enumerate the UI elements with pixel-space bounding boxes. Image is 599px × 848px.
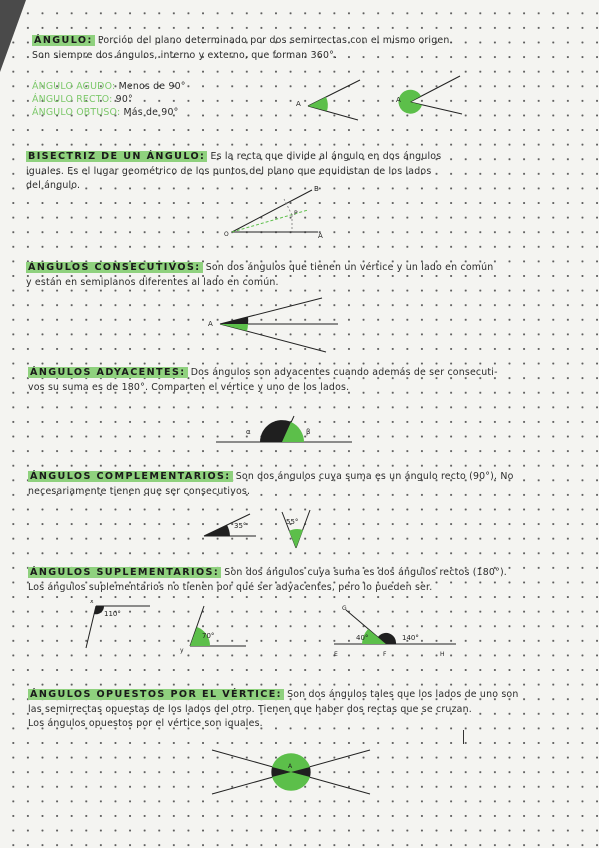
sup70-vertex-label: y — [180, 647, 184, 654]
consecutivos-ray-1 — [220, 298, 322, 324]
sup110-vertex-label: x — [90, 600, 94, 605]
angle2-label: A — [396, 96, 401, 104]
adyacentes-line-2: vos su suma es de 180°. Comparten el vértice y uno de los lados. — [28, 381, 350, 393]
sup-label-e: E — [334, 651, 338, 658]
consecutivos-line-1: Son dos ángulos que tienen un vértice y un lado en común — [205, 262, 494, 273]
bisectriz-line-3: del ángulo. — [26, 180, 81, 192]
adyacentes-figure — [212, 410, 356, 450]
consecutivos-line-2: y están en semiplanos diferentes al lado en común. — [26, 276, 279, 288]
complementarios-line-2: necesariamente tienen que ser consecutivos. — [28, 485, 251, 497]
sup-label-g: G — [342, 605, 347, 612]
sup-label-h: H — [440, 651, 445, 658]
section-adyacentes — [28, 366, 588, 395]
adyacentes-label-alpha: α — [246, 428, 251, 436]
angulo-figures — [290, 70, 480, 140]
angle2-ray-top — [410, 76, 460, 102]
complementarios-line-1: Son dos ángulos cuya suma es un ángulo recto (90°). No — [235, 471, 514, 482]
type-obtuso-name: ÁNGULO OBTUSO: — [32, 107, 121, 118]
heading-adyacentes: ÁNGULOS ADYACENTES: — [30, 367, 186, 378]
bisectriz-label-o: O — [224, 231, 229, 238]
heading-angulo: ÁNGULO: — [34, 35, 93, 46]
opuestos-label-a: A — [288, 763, 293, 770]
comp55-label: 55° — [286, 518, 299, 526]
consecutivos-angle-green — [220, 324, 248, 331]
section-complementarios — [28, 470, 588, 499]
sup70-angle-label: 70° — [202, 632, 215, 640]
angle2-fill — [398, 90, 422, 114]
bisectriz-ray-b — [232, 190, 312, 232]
type-recto-desc: 90° — [115, 94, 133, 105]
consecutivos-ray-3 — [220, 324, 326, 352]
bisectriz-label-p: P — [294, 210, 298, 217]
opuestos-line-1: Son dos ángulos tales que los lados de uno son — [287, 689, 519, 700]
bisectriz-label-a: A — [318, 232, 323, 240]
sup140-angle-label: 140° — [402, 634, 419, 642]
opuestos-figure — [206, 744, 376, 800]
consecutivos-angle-dark — [220, 317, 248, 324]
heading-bisectriz: BISECTRIZ DE UN ÁNGULO: — [28, 151, 206, 162]
angulo-line-1: Porción del plano determinado por dos semirrectas con el mismo origen. — [97, 35, 453, 46]
opuestos-line-3: Los ángulos opuestos por el vértice son iguales. — [28, 718, 263, 730]
section-suplementarios — [28, 566, 593, 595]
bisectriz-line-2: iguales. Es el lugar geométrico de los puntos del plano que equidistan de los lados — [26, 165, 432, 177]
section-angulo — [32, 34, 587, 63]
consecutivos-label-a: A — [208, 320, 213, 328]
bisectriz-label-b: B — [314, 185, 319, 193]
pen-mark — [463, 730, 464, 744]
type-agudo-desc: Menos de 90° — [118, 81, 186, 92]
type-recto-name: ÁNGULO RECTO: — [32, 94, 113, 105]
heading-suplementarios: ÁNGULOS SUPLEMENTARIOS: — [30, 567, 220, 578]
angle1-ray-top — [308, 80, 360, 106]
opuestos-line-2: las semirrectas opuestas de los lados del otro. Tienen que haber dos rectas que se cruzan. — [28, 703, 472, 715]
bisectriz-line-1: Es la recta que divide al ángulo en dos ángulos — [210, 151, 442, 162]
comp55-fill — [289, 529, 303, 548]
heading-opuestos: ÁNGULOS OPUESTOS POR EL VÉRTICE: — [30, 689, 282, 700]
type-obtuso-desc: Más de 90° — [123, 107, 179, 118]
angle-types-list — [32, 80, 262, 119]
bisectriz-figure — [222, 184, 332, 242]
sup-label-f: F — [383, 651, 387, 658]
consecutivos-figure — [206, 294, 346, 356]
comp35-fill — [204, 525, 230, 536]
angle1-ray-bottom — [308, 106, 358, 120]
section-consecutivos — [26, 261, 586, 290]
section-opuestos — [28, 688, 593, 732]
suplementarios-figures — [80, 600, 460, 664]
heading-complementarios: ÁNGULOS COMPLEMENTARIOS: — [30, 471, 231, 482]
heading-consecutivos: ÁNGULOS CONSECUTIVOS: — [28, 262, 201, 273]
suplementarios-line-2: Los ángulos suplementarios no tienen por qué ser adyacentes, pero lo pueden ser. — [28, 581, 433, 593]
sup110-angle-label: 110° — [104, 610, 121, 618]
type-agudo-name: ÁNGULO AGUDO: — [32, 81, 116, 92]
adyacentes-label-beta: β — [306, 428, 311, 436]
comp35-label: 35° — [234, 522, 247, 530]
page-corner-shadow — [0, 0, 26, 72]
complementarios-figures — [200, 506, 320, 554]
suplementarios-line-1: Son dos ángulos cuya suma es dos ángulos rectos (180°). — [224, 567, 507, 578]
angle1-label: A — [296, 100, 301, 108]
angulo-line-2: Son siempre dos ángulos, interno y externo, que forman 360°. — [32, 49, 338, 61]
sup40-angle-label: 40° — [356, 634, 369, 642]
adyacentes-line-1: Dos ángulos son adyacentes cuando además de ser consecuti- — [190, 367, 498, 378]
